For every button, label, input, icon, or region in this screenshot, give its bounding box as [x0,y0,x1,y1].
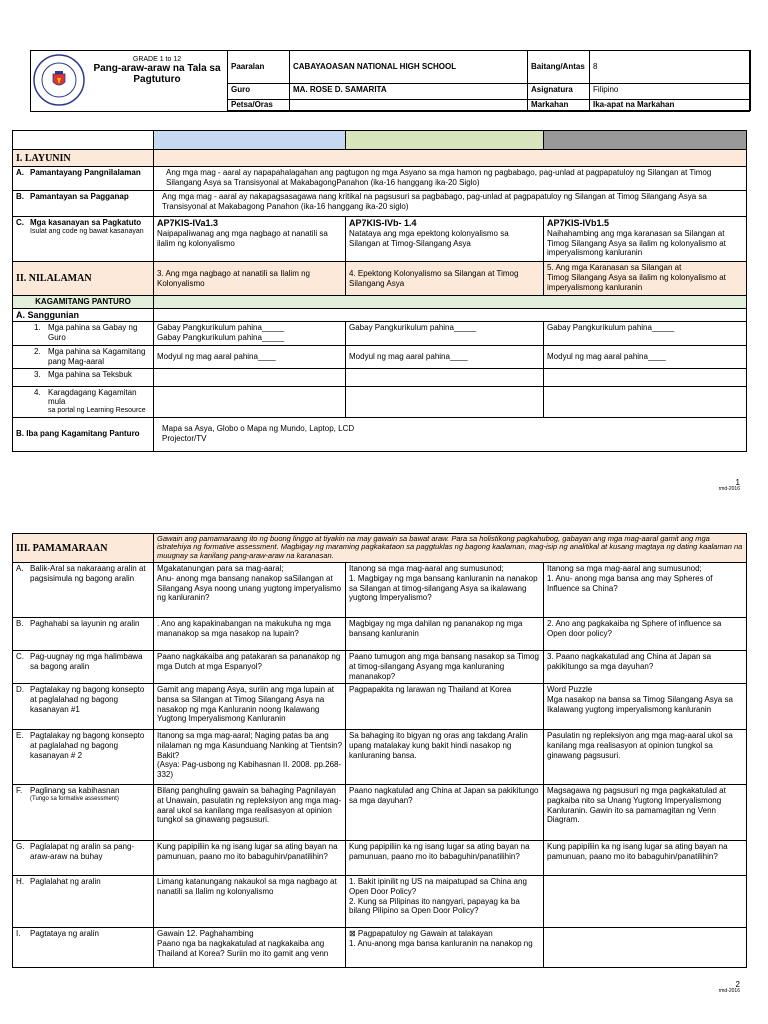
pamamaraan-intro: Gawain ang pamamaraang ito ng buong linggo at tiyakin na may gawain sa bawat araw. Para sa holistikong pagkahubog, gabayan ang mga mag-aaral gamit ang mga istratehiya ng formative assessment. Magbigay ng maraming pagkakataon sa paggtuklas ng bagong kaalaman, mag-isip ng analitikal at kusang magtaya ng dating kaalaman na muugnay sa kanilang pang-araw-araw na karanasan. [154,534,747,563]
kasanayan-day2: AP7KIS-IVb- 1.4 Natataya ang mga epektong kolonyalismo sa Silangan at Timog-Silangang Asya [346,217,544,262]
kasanayan-code: AP7KIS-IVb- 1.4 [349,218,417,228]
procedure-day3: Pasulatin ng repleksiyon ang mga mag-aaral ukol sa kanilang mga realisasyon at opinion tungkol sa ginawang pagsusuri. [544,730,747,785]
procedure-day2: Sa bahaging ito bigyan ng oras ang takdang Aralin upang matalakay kung bakit hindi nasakop ng kanluraning bansa. [346,730,544,785]
procedure-row [13,563,747,618]
page-number: 2 [735,980,740,989]
pamantayang-pangnilalaman-label: A. Pamantayang Pangnilalaman [13,167,154,191]
learning-resource-day2 [346,386,544,417]
kagamitang-panturo-fill [154,296,747,309]
procedure-label: G. Paglalapat ng aralin sa pang-araw-araw na buhay [13,841,154,876]
sanggunian-fill [154,309,747,322]
pamamaraan-table [12,533,747,968]
day3-header [544,131,747,150]
kasanayan-day1: AP7KIS-IVa1.3 Naipapaliwanag ang mga nagbago at nanatili sa ilalim ng kolonyalismo [154,217,346,262]
iba-kagamitan-text: Mapa sa Asya, Globo o Mapa ng Mundo, Laptop, LCD Projector/TV [154,417,747,451]
pamantayang-pangnilalaman-text: Ang mga mag - aaral ay napapahalagahan ang pagtugon ng mga Asyano sa mga hamon ng pagbabago, pag-unlad at pagpapatuloy ng Silangan at Timog Silangang Asya sa Transisyonal at MakabagongPanahon (ika-16 hanggang ika-20 Siglo) [154,167,747,191]
kagamitang-mag-aaral-day1: Modyul ng mag aaral pahina____ [154,346,346,369]
procedure-day1: . Ano ang kapakinabangan na makukuha ng mga mananakop sa mga nasakop na lupain? [154,618,346,651]
procedure-day3: Word Puzzle Mga nasakop na bansa sa Timog Silangang Asya sa Ikalawang yugtong imperyalismong kanluranin [544,684,747,730]
procedure-day3 [544,876,747,928]
asignatura-value: Filipino [590,84,751,100]
layunin-heading-fill [154,150,747,167]
sanggunian-heading: A. Sanggunian [13,309,154,322]
procedure-row [13,785,747,841]
info-table [227,50,751,111]
teksbuk-label: 3. Mga pahina sa Teksbuk [13,368,154,386]
procedure-day3: 2. Ano ang pagkakaiba ng Sphere of influence sa Open door policy? [544,618,747,651]
deped-logo [31,51,87,109]
procedure-day3: Kung papipiliin ka ng isang lugar sa ating bayan na pamunuan, paano mo ito babaguhin/panatilihin? [544,841,747,876]
procedure-day3 [544,928,747,968]
procedure-row [13,618,747,651]
petsa-value [290,100,528,111]
page-number: 1 [735,478,740,487]
procedure-label: E. Pagtalakay ng bagong konsepto at paglalahad ng bagong kasanayan # 2 [13,730,154,785]
procedure-day1: Limang katanungang nakaukol sa mga nagbago at nanatili sa Ilalim ng kolonyalismo [154,876,346,928]
pamantayan-sa-pagganap-text: Ang mga mag - aaral ay nakapagsasagawa nang kritikal na pagsusuri sa pagbabago, pag-unlad at pagpapatuloy ng Silangan at Timog Silangang Asya sa Transisyonal at Makabagong Panahon (ika-16 hanggang ika-20 siglo) [154,191,747,217]
petsa-label: Petsa/Oras [228,100,290,111]
procedure-day1: Paano nagkakaiba ang patakaran sa pananakop ng mga Dutch at mga Espanyol? [154,651,346,684]
procedure-row [13,841,747,876]
learning-resource-day3 [544,386,747,417]
asignatura-label: Asignatura [528,84,590,100]
gabay-guro-day2: Gabay Pangkurikulum pahina_____ [346,322,544,346]
paaralan-label: Paaralan [228,51,290,84]
baitang-label: Baitang/Antas [528,51,590,84]
kasanayan-label: C. Mga kasanayan sa Pagkatuto Isulat ang code ng bawat kasanayan [13,217,154,262]
pamamaraan-heading: III. PAMAMARAAN [13,534,154,563]
procedure-day1: Itanong sa mga mag-aaral; Naging patas ba ang nilalaman ng mga Kasunduang Nanking at Tientsin? Bakit? (Asya: Pag-usbong ng Kabihasnan II. 2008. pp.268-332) [154,730,346,785]
guro-value: MA. ROSE D. SAMARITA [290,84,528,100]
blank-header-cell [13,131,154,150]
learning-resource-day1 [154,386,346,417]
procedure-label: A. Balik-Aral sa nakaraang aralin at pagsisimula ng bagong aralin [13,563,154,618]
teksbuk-day3 [544,368,747,386]
procedure-label: H. Paglalahat ng aralin [13,876,154,928]
guro-label: Guro [228,84,290,100]
procedure-day3: Itanong sa mga mag-aaral ang sumusunod; 1. Anu- anong mga bansa ang may Spheres of Influence sa China? [544,563,747,618]
kasanayan-code: AP7KIS-IVb1.5 [547,218,610,228]
procedure-day1: Gawain 12. Paghahambing Paano nga ba nagkakatulad at nagkakaiba ang Thailand at Korea? Suriin mo ito gamit ang venn [154,928,346,968]
kagamitang-panturo-heading: KAGAMITANG PANTURO [13,296,154,309]
procedure-day2: ⊠ Pagpapatuloy ng Gawain at talakayan 1. Anu-anong mga bansa kanluranin na nanakop ng [346,928,544,968]
markahan-value: Ika-apat na Markahan [590,100,751,111]
nilalaman-heading: II. NILALAMAN [13,262,154,296]
procedure-day1: Gamit ang mapang Asya, suriin ang mga lupain at bansa sa Silangan at Timog Silangang Asya na nasakop ng mga Kanluranin noong Ikalawang Yugtong Imperyalismong Kanluranin [154,684,346,730]
procedure-day3: Magsagawa ng pagsusuri ng mga pagkakatulad at pagkaiba nito sa Unang Yugtong Imperyalismong Kanluranin. Gawin ito sa pamamagitan ng Venn Diagram. [544,785,747,841]
layunin-heading: I. LAYUNIN [13,150,154,167]
procedure-row [13,651,747,684]
kagamitang-mag-aaral-day2: Modyul ng mag aaral pahina____ [346,346,544,369]
baitang-value: 8 [590,51,751,84]
procedure-label: B. Paghahabi sa layunin ng aralin [13,618,154,651]
procedure-day3: 3. Paano nagkakatulad ang China at Japan sa pakikitungo sa mga dayuhan? [544,651,747,684]
gabay-guro-label: 1. Mga pahina sa Gabay ng Guro [13,322,154,346]
procedure-day1: Bilang panghuling gawain sa bahaging Pagnilayan at Unawain, pasulatin ng repleksiyon ang mga mag-aaral ukol sa kanilang mga realisasyon at opinion tungkol sa ginawang pagsusuri. [154,785,346,841]
procedure-label: D. Pagtalakay ng bagong konsepto at paglalahad ng bagong kasanayan #1 [13,684,154,730]
procedure-day1: Mgakatanungan para sa mag-aaral; Anu- anong mga bansang nanakop saSilangan at Silangang Asya noong unang yugtong imperyalismo ng kanluranin? [154,563,346,618]
procedure-label: I. Pagtataya ng aralin [13,928,154,968]
procedure-label: C. Pag-uugnay ng mga halimbawa sa bagong aralin [13,651,154,684]
procedure-day2: Pagpapakita ng larawan ng Thailand at Korea [346,684,544,730]
pamantayan-sa-pagganap-label: B. Pamantayan sa Pagganap [13,191,154,217]
procedure-label: F. Paglinang sa kabihasnan (Tungo sa formative assessment) [13,785,154,841]
nilalaman-day3: 5. Ang mga Karanasan sa Silangan at Timog Silangang Asya sa ilalim ng kolonyalismo at imperyalismong kanluranin [544,262,747,296]
procedure-row [13,928,747,968]
page-code: rmd-2016 [718,486,740,492]
kasanayan-code: AP7KIS-IVa1.3 [157,218,219,228]
day1-header [154,131,346,150]
page-code: rmd-2016 [718,988,740,994]
teksbuk-day1 [154,368,346,386]
procedure-day2: Magbigay ng mga dahilan ng pananakop ng mga bansang kanluranin [346,618,544,651]
learning-resource-label: 4. Karagdagang Kagamitan mula sa portal ng Learning Resource [13,386,154,417]
kagamitang-mag-aaral-label: 2. Mga pahina sa Kagamitang pang Mag-aaral [13,346,154,369]
gabay-guro-day3: Gabay Pangkurikulum pahina_____ [544,322,747,346]
gabay-guro-day1: Gabay Pangkurikulum pahina_____ Gabay Pangkurikulum pahina_____ [154,322,346,346]
kagamitang-mag-aaral-day3: Modyul ng mag aaral pahina____ [544,346,747,369]
procedure-day2: Kung papipiliin ka ng isang lugar sa ating bayan na pamunuan, paano mo ito babaguhin/panatilihin? [346,841,544,876]
markahan-label: Markahan [528,100,590,111]
procedure-row [13,730,747,785]
teksbuk-day2 [346,368,544,386]
procedure-row [13,876,747,928]
grade-label: GRADE 1 to 12 [132,56,182,63]
iba-kagamitan-label: B. Iba pang Kagamitang Panturo [13,417,154,451]
procedure-day2: 1. Bakit ipinilit ng US na maipatupad sa China ang Open Door Policy? 2. Kung sa Pilipinas ito nangyari, papayag ka ba bilang Pilipino sa Open Door Policy? [346,876,544,928]
layunin-table [12,130,747,452]
kasanayan-day3: AP7KIS-IVb1.5 Naihahambing ang mga karanasan sa Silangan at Timog Silangang Asya sa ilalim ng kolonyalismo at imperyalismong kanluranin [544,217,747,262]
nilalaman-day1: 3. Ang mga nagbago at nanatili sa Ilalim ng Kolonyalismo [154,262,346,296]
procedure-day2: Paano nagkatulad ang China at Japan sa pakikitungo sa mga dayuhan? [346,785,544,841]
page-title: Pang-araw-araw na Tala sa Pagtuturo [93,63,221,85]
paaralan-value: CABAYAOASAN NATIONAL HIGH SCHOOL [290,51,528,84]
procedure-day1: Kung papipiliin ka ng isang lugar sa ating bayan na pamunuan, paano mo ito babaguhin/panatilihin? [154,841,346,876]
day2-header [346,131,544,150]
header-block [30,50,750,112]
procedure-row [13,684,747,730]
procedure-day2: Paano tumugon ang mga bansang nasakop sa Timog at timog-silangang Asyang mga kanluraning mananakop? [346,651,544,684]
procedure-day2: Itanong sa mga mag-aaral ang sumusunod; 1. Magbigay ng mga bansang kanluranin na nanakop sa Silangan at timog-silangang Asya sa ikalawang yugtong Imperyalismo? [346,563,544,618]
nilalaman-day2: 4. Epektong Kolonyalismo sa Silangan at Timog Silangang Asya [346,262,544,296]
